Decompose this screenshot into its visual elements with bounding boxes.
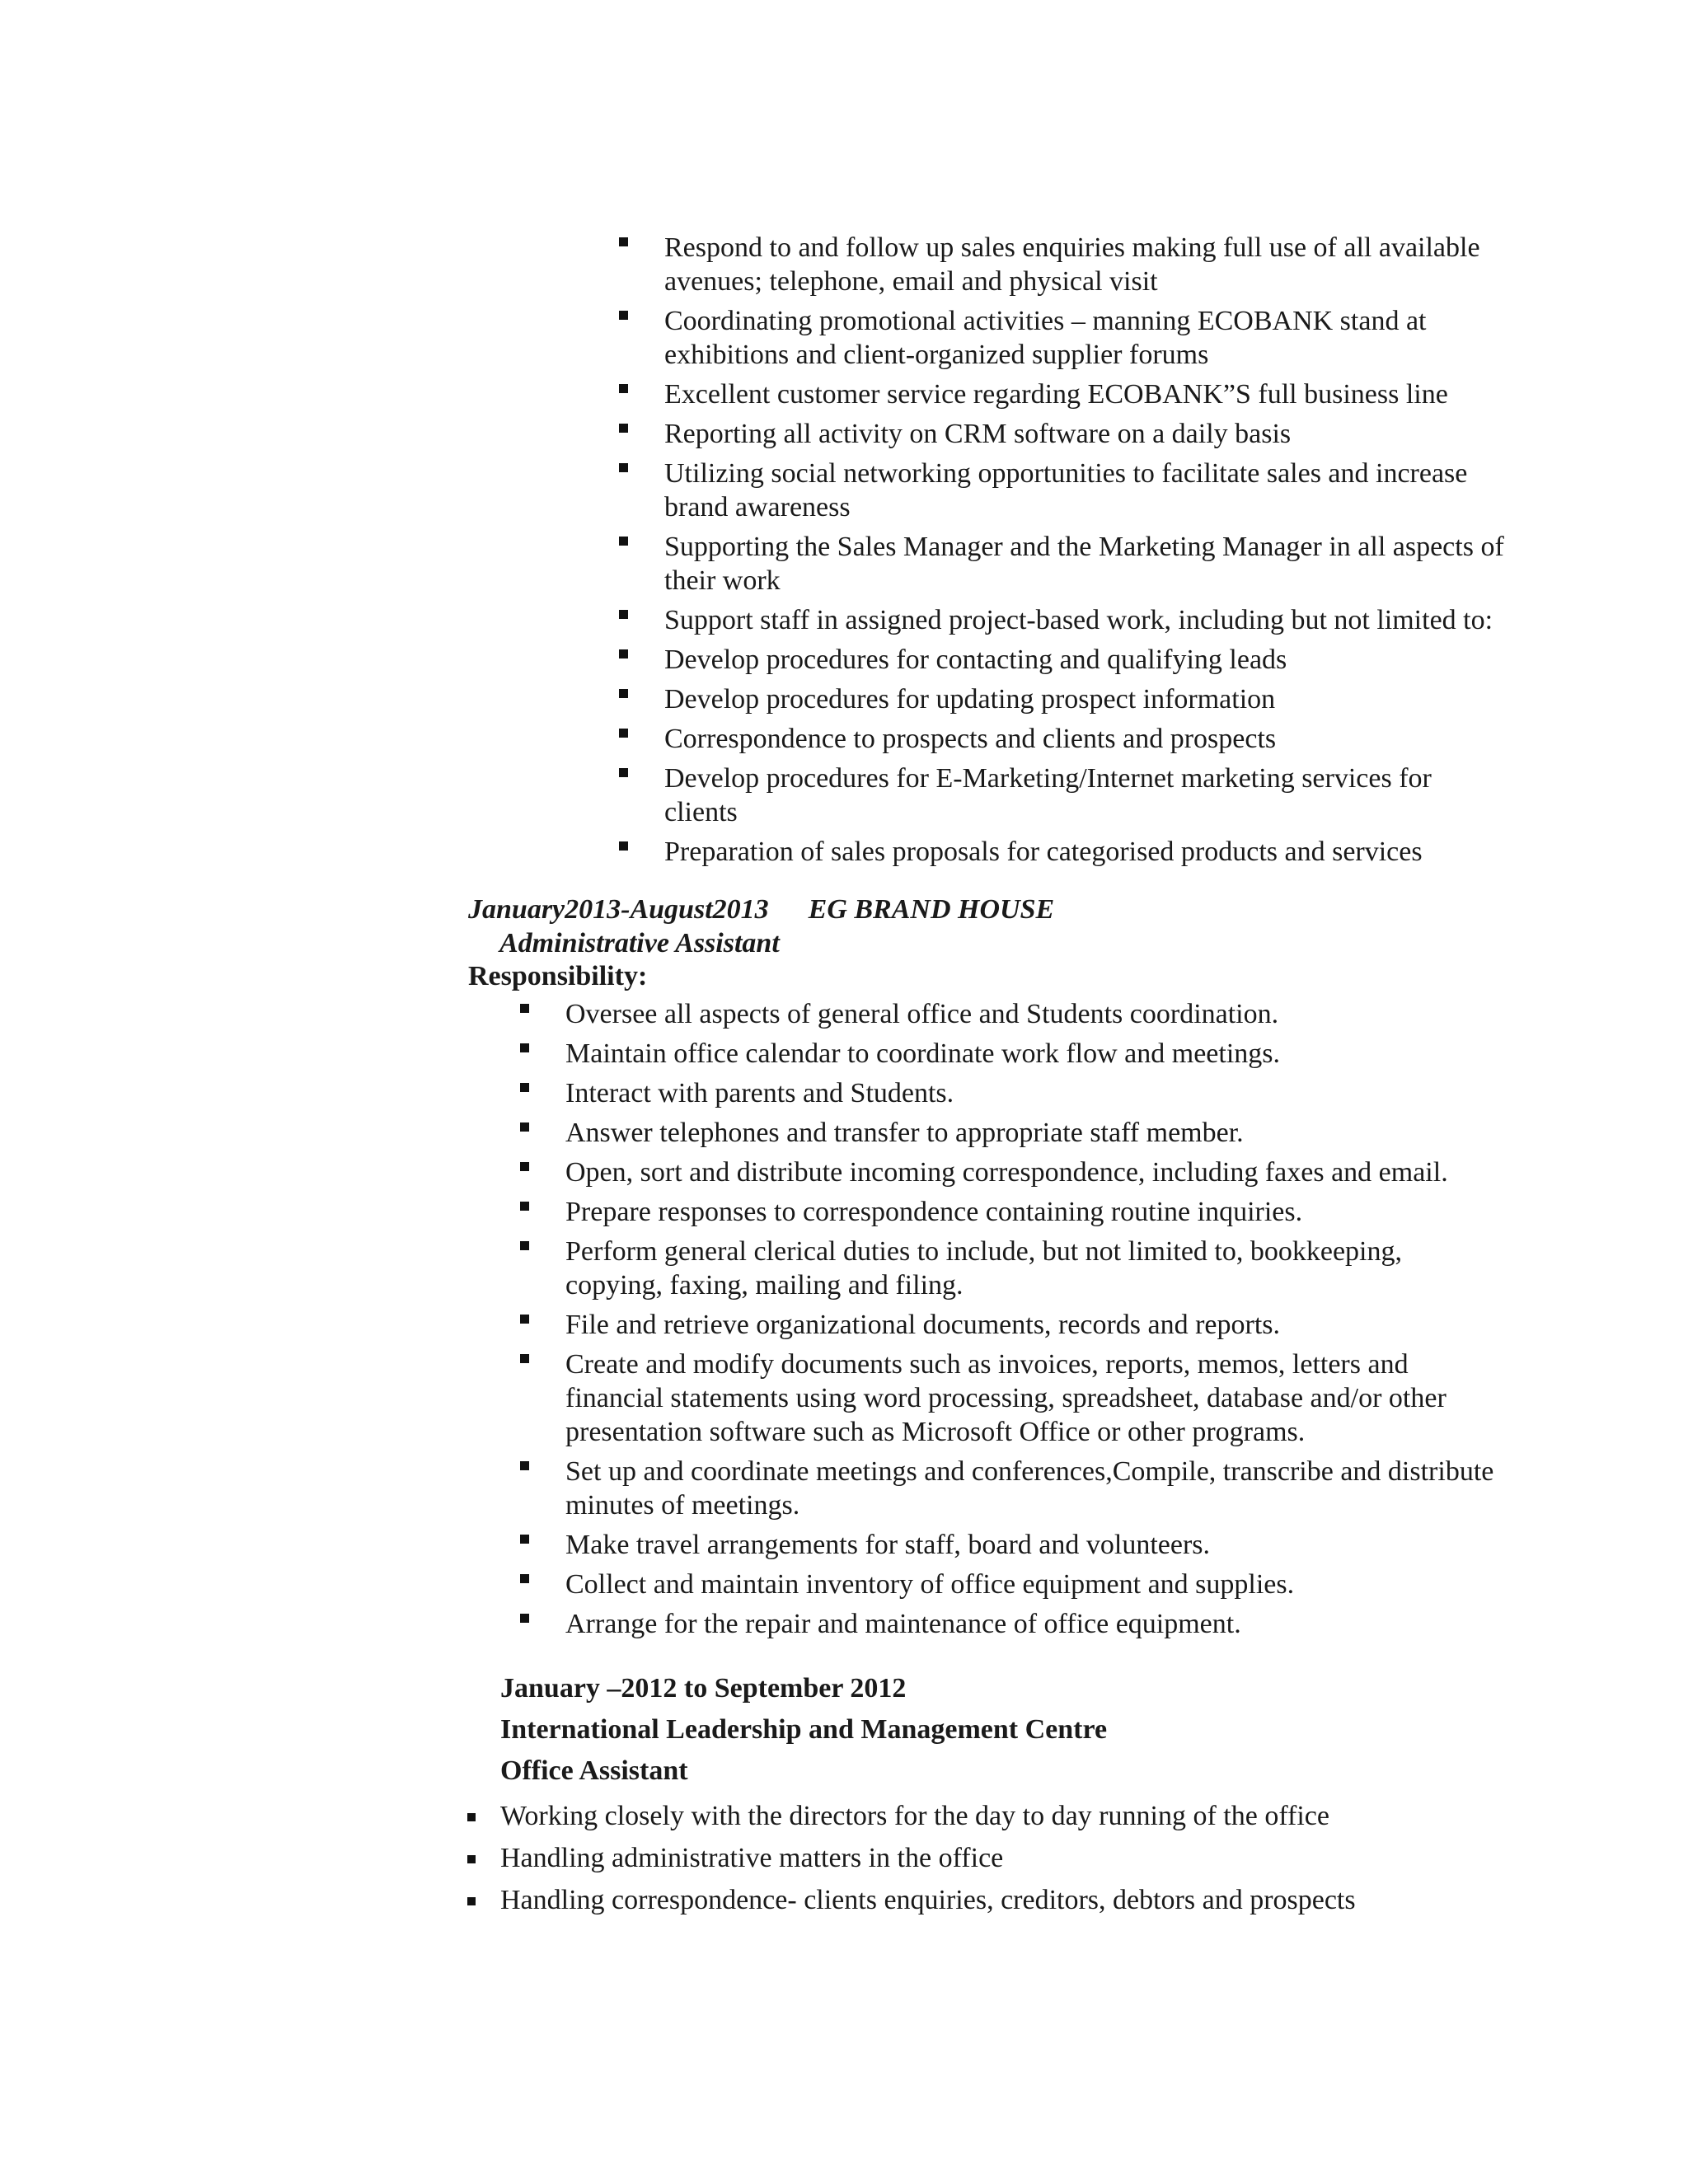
admin-duties-list	[565, 997, 1505, 1647]
list-item	[664, 835, 1505, 869]
square-bullet-icon	[520, 1574, 529, 1583]
job-dates: January –2012 to September 2012	[500, 1673, 907, 1704]
square-bullet-icon	[520, 1043, 529, 1052]
square-bullet-icon	[619, 384, 628, 393]
square-bullet-icon	[619, 424, 628, 433]
square-bullet-icon	[520, 1122, 529, 1132]
list-item-text: Answer telephones and transfer to appropriate staff member.	[565, 1118, 1244, 1148]
list-item	[565, 1568, 1505, 1601]
list-item-text: Perform general clerical duties to include, but not limited to, bookkeeping, copying, faxing, mailing and filing.	[565, 1236, 1403, 1301]
square-bullet-icon	[520, 1535, 529, 1544]
list-item	[565, 1076, 1505, 1110]
office-assistant-duties-list	[500, 1799, 1489, 1925]
square-bullet-icon	[520, 1354, 529, 1363]
list-item	[565, 1347, 1505, 1449]
square-bullet-icon	[520, 1083, 529, 1092]
list-item-text: Set up and coordinate meetings and conferences,Compile, transcribe and distribute minutes of meetings.	[565, 1456, 1494, 1521]
list-item-text: Make travel arrangements for staff, board and volunteers.	[565, 1530, 1211, 1560]
list-item-text: Handling correspondence- clients enquiries, creditors, debtors and prospects	[500, 1885, 1356, 1915]
list-item-text: Supporting the Sales Manager and the Marketing Manager in all aspects of their work	[664, 532, 1504, 596]
sales-duties-list	[664, 231, 1505, 874]
list-item	[664, 722, 1505, 756]
list-item	[565, 1235, 1505, 1302]
list-item	[500, 1841, 1489, 1875]
list-item	[664, 377, 1505, 411]
square-bullet-icon	[619, 649, 628, 658]
list-item-text: Arrange for the repair and maintenance of office equipment.	[565, 1609, 1241, 1639]
square-bullet-icon	[467, 1897, 476, 1905]
square-bullet-icon	[520, 1614, 529, 1623]
list-item	[664, 682, 1505, 716]
job-title: Administrative Assistant	[499, 928, 780, 958]
square-bullet-icon	[619, 537, 628, 546]
square-bullet-icon	[619, 463, 628, 472]
list-item-text: Correspondence to prospects and clients and prospects	[664, 724, 1277, 754]
list-item	[664, 417, 1505, 451]
list-item	[565, 997, 1505, 1031]
square-bullet-icon	[619, 729, 628, 738]
list-item	[500, 1883, 1489, 1917]
job-title: Office Assistant	[500, 1755, 688, 1786]
list-item-text: Interact with parents and Students.	[565, 1078, 954, 1108]
list-item-text: Excellent customer service regarding ECOBANK”S full business line	[664, 379, 1448, 410]
square-bullet-icon	[619, 768, 628, 777]
list-item-text: Develop procedures for updating prospect information	[664, 684, 1276, 715]
list-item-text: Preparation of sales proposals for categorised products and services	[664, 837, 1423, 867]
list-item	[664, 457, 1505, 524]
list-item	[565, 1607, 1505, 1641]
list-item-text: Coordinating promotional activities – manning ECOBANK stand at exhibitions and client-organized supplier forums	[664, 306, 1427, 370]
list-item-text: Support staff in assigned project-based work, including but not limited to:	[664, 605, 1493, 635]
square-bullet-icon	[520, 1162, 529, 1171]
square-bullet-icon	[619, 237, 628, 246]
job-company: International Leadership and Management Centre	[500, 1714, 1108, 1745]
list-item	[565, 1037, 1505, 1071]
list-item-text: Working closely with the directors for the day to day running of the office	[500, 1801, 1329, 1831]
square-bullet-icon	[467, 1813, 476, 1821]
list-item	[565, 1155, 1505, 1189]
square-bullet-icon	[520, 1004, 529, 1013]
list-item-text: Utilizing social networking opportunities to facilitate sales and increase brand awareness	[664, 458, 1468, 523]
square-bullet-icon	[619, 311, 628, 320]
list-item	[500, 1799, 1489, 1833]
list-item	[664, 643, 1505, 677]
square-bullet-icon	[619, 841, 628, 851]
list-item	[565, 1308, 1505, 1342]
list-item	[565, 1528, 1505, 1562]
square-bullet-icon	[520, 1241, 529, 1250]
list-item-text: File and retrieve organizational documents, records and reports.	[565, 1310, 1281, 1340]
square-bullet-icon	[520, 1315, 529, 1324]
square-bullet-icon	[619, 689, 628, 698]
list-item	[664, 762, 1505, 829]
list-item	[664, 304, 1505, 372]
responsibility-heading: Responsibility:	[468, 961, 648, 991]
list-item-text: Prepare responses to correspondence containing routine inquiries.	[565, 1197, 1303, 1227]
list-item-text: Develop procedures for contacting and qualifying leads	[664, 644, 1287, 675]
list-item	[664, 603, 1505, 637]
list-item-text: Oversee all aspects of general office and Students coordination.	[565, 999, 1279, 1029]
list-item-text: Create and modify documents such as invoices, reports, memos, letters and financial statements using word processing, spreadsheet, database and/or other presentation software such as Microsoft Office or other programs.	[565, 1349, 1447, 1447]
list-item-text: Open, sort and distribute incoming correspondence, including faxes and email.	[565, 1157, 1448, 1188]
list-item	[565, 1116, 1505, 1150]
list-item-text: Reporting all activity on CRM software on a daily basis	[664, 419, 1292, 449]
list-item-text: Handling administrative matters in the office	[500, 1843, 1004, 1873]
list-item	[565, 1195, 1505, 1229]
square-bullet-icon	[619, 610, 628, 619]
job-dates: January2013-August2013	[468, 894, 769, 925]
list-item	[664, 530, 1505, 598]
list-item-text: Collect and maintain inventory of office equipment and supplies.	[565, 1569, 1295, 1600]
list-item-text: Develop procedures for E-Marketing/Internet marketing services for clients	[664, 763, 1432, 827]
square-bullet-icon	[467, 1855, 476, 1863]
job-header	[468, 894, 1054, 926]
square-bullet-icon	[520, 1202, 529, 1211]
job-company: EG BRAND HOUSE	[808, 894, 1055, 925]
list-item-text: Respond to and follow up sales enquiries making full use of all available avenues; telephone, email and physical visit	[664, 232, 1480, 297]
square-bullet-icon	[520, 1461, 529, 1470]
list-item-text: Maintain office calendar to coordinate work flow and meetings.	[565, 1038, 1281, 1069]
list-item	[664, 231, 1505, 298]
list-item	[565, 1455, 1505, 1522]
